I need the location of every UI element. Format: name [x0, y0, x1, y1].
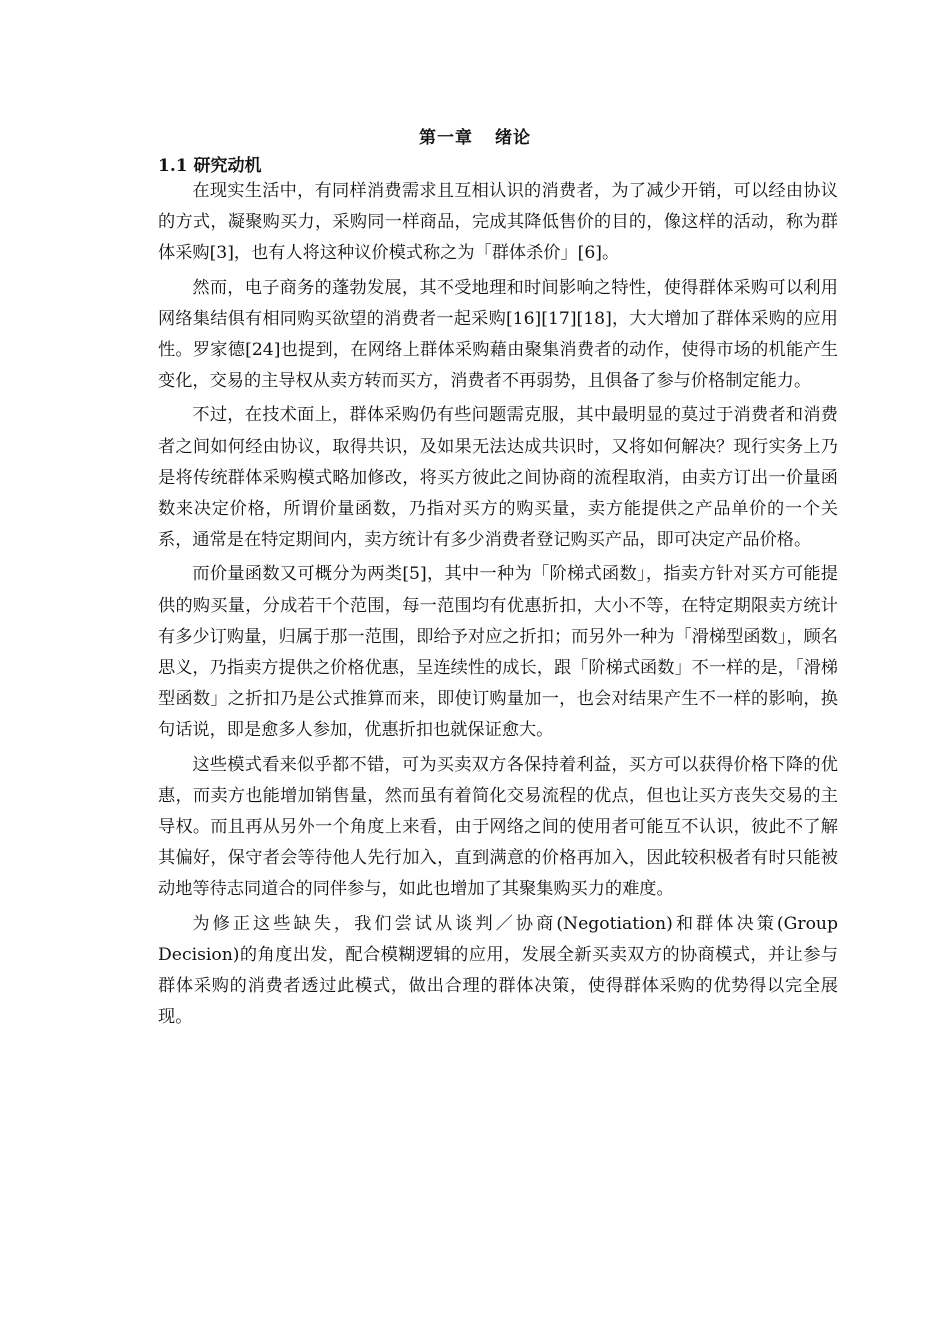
paragraph-4: 而价量函数又可概分为两类[5]，其中一种为「阶梯式函数」，指卖方针对买方可能提供的购买量，分成若干个范围，每一范围均有优惠折扣，大小不等，在特定期限卖方统计有多少订购量，归属于那一范围，即给予对应之折扣；而另外一种为「滑梯型函数」，顾名思义，乃指卖方提供之价格优惠，呈连续性的成长，跟「阶梯式函数」不一样的是，「滑梯型函数」之折扣乃是公式推算而来，即使订购量加一，也会对结果产生不一样的影响，换句话说，即是愈多人参加，优惠折扣也就保证愈大。 [158, 564, 838, 741]
section-heading: 1.1 研究动机 [158, 156, 262, 176]
chapter-label: 第一章 [419, 128, 473, 148]
paragraph-5: 这些模式看来似乎都不错，可为买卖双方各保持着利益，买方可以获得价格下降的优惠，而卖方也能增加销售量，然而虽有着简化交易流程的优点，但也让买方丧失交易的主导权。而且再从另外一个角度上来看，由于网络之间的使用者可能互不认识，彼此不了解其偏好，保守者会等待他人先行加入，直到满意的价格再加入，因此较积极者有时只能被动地等待志同道合的同伴参与，如此也增加了其聚集购买力的难度。 [158, 754, 838, 900]
paragraph-2: 然而，电子商务的蓬勃发展，其不受地理和时间影响之特性，使得群体采购可以利用网络集结俱有相同购买欲望的消费者一起采购[16][17][18]，大大增加了群体采购的应用性。罗家德[24]也提到，在网络上群体采购藉由聚集消费者的动作，使得市场的机能产生变化，交易的主导权从卖方转而买方，消费者不再弱势，且俱备了参与价格制定能力。 [158, 277, 838, 392]
paragraph-1: 在现实生活中，有同样消费需求且互相认识的消费者，为了减少开销，可以经由协议的方式，凝聚购买力，采购同一样商品，完成其降低售价的目的，像这样的活动，称为群体采购[3]，也有人将这种议价模式称之为「群体杀价」[6]。 [158, 181, 838, 264]
body-text [158, 176, 838, 1036]
paragraph-6: 为修正这些缺失，我们尝试从谈判／协商(Negotiation)和群体决策(Group Decision)的角度出发，配合模糊逻辑的应用，发展全新买卖双方的协商模式，并让参与群体采购的消费者透过此模式，做出合理的群体决策，使得群体采购的优势得以完全展现。 [158, 913, 838, 1028]
chapter-title [0, 124, 950, 152]
paragraph-3: 不过，在技术面上，群体采购仍有些问题需克服，其中最明显的莫过于消费者和消费者之间如何经由协议，取得共识，及如果无法达成共识时，又将如何解决？现行实务上乃是将传统群体采购模式略加修改，将买方彼此之间协商的流程取消，由卖方订出一价量函数来决定价格，所谓价量函数，乃指对买方的购买量，卖方能提供之产品单价的一个关系，通常是在特定期间内，卖方统计有多少消费者登记购买产品，即可决定产品价格。 [158, 405, 838, 551]
chapter-name: 绪论 [495, 128, 531, 148]
